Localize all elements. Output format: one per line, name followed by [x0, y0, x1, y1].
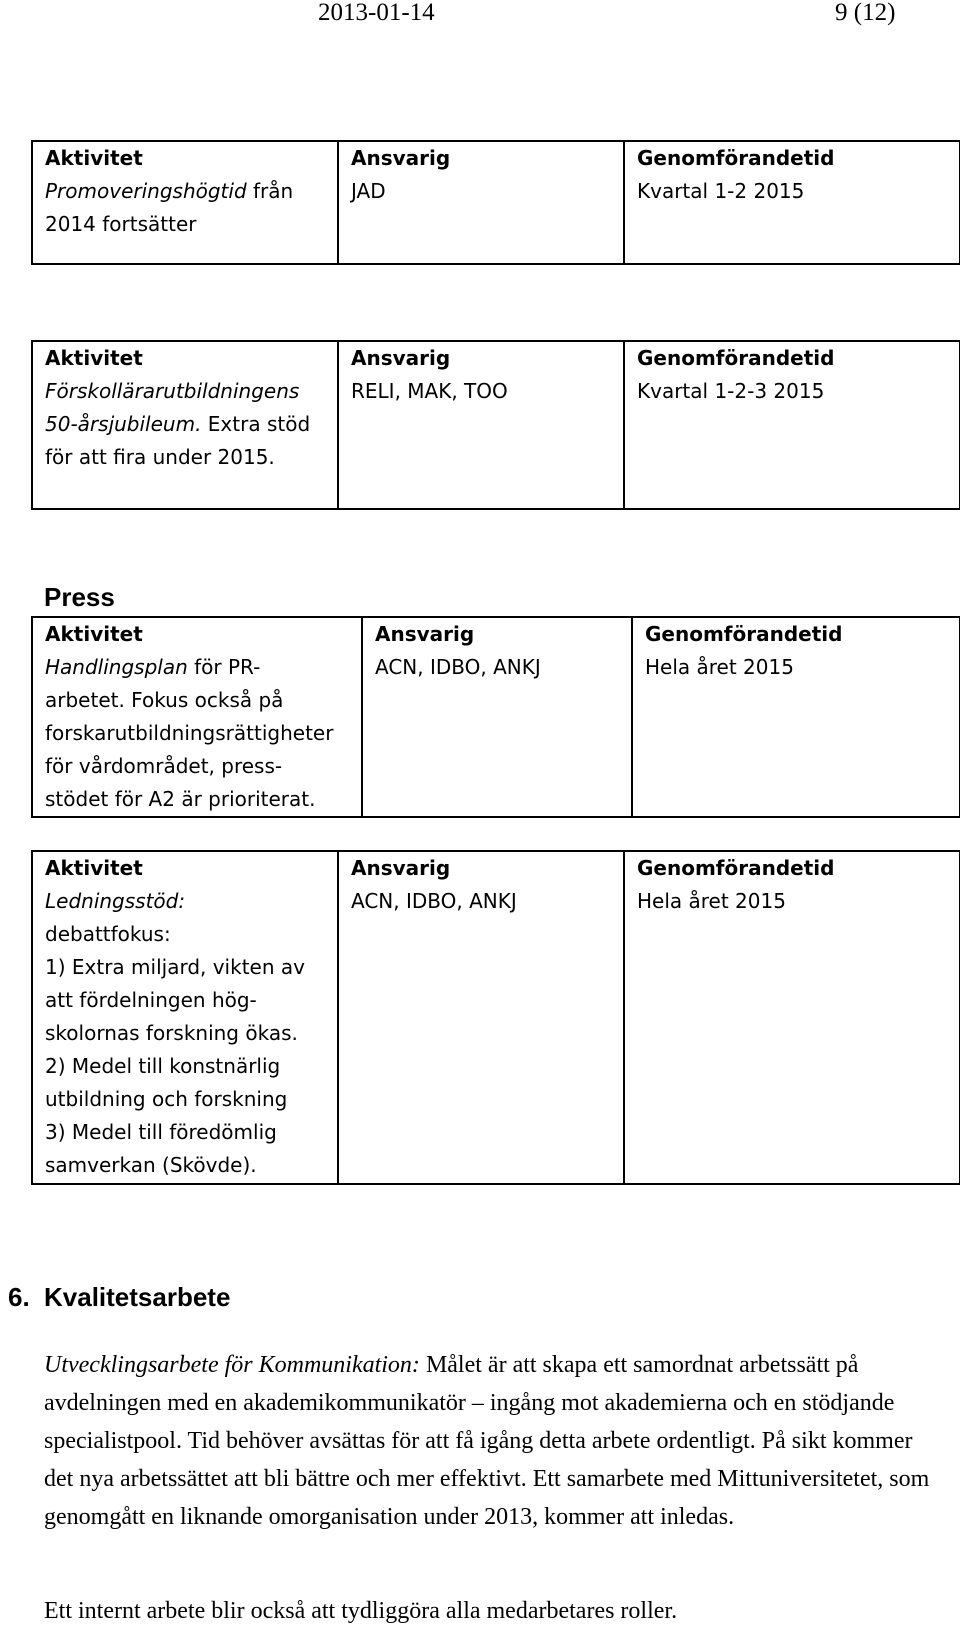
activity-title: Handlingsplan	[45, 655, 188, 679]
responsible-cell: ACN, IDBO, ANKJ	[362, 651, 632, 817]
activity-table-leadership-support	[31, 850, 960, 1185]
section-number: 6.	[8, 1282, 30, 1312]
section-heading	[8, 1282, 230, 1312]
activity-cell	[32, 175, 338, 264]
time-cell: Hela året 2015	[632, 651, 960, 817]
paragraph-communication	[44, 1346, 934, 1536]
activity-description: debattfokus: 1) Extra miljard, vikten av att fördelningen hög- skolornas forskning ökas. 2) Medel till konstnärlig utbildning och forskning 3) Medel till föredömlig samverkan (Skövde).	[45, 922, 305, 1177]
activity-title: Promoveringshögtid	[45, 179, 247, 203]
responsible-cell: ACN, IDBO, ANKJ	[338, 885, 624, 1184]
paragraph-body: Målet är att skapa ett samordnat arbetssätt på avdelningen med en akademikommunikatör – ingång mot akademierna och en stödjande specialistpool. Tid behöver avsättas för att få igång detta arbete ordentligt. På sikt kommer det nya arbetssättet att bli bättre och mer effektivt. Ett samarbete med Mittuniversitetet, som genomgått en liknande omorganisation under 2013, kommer att inledas.	[44, 1352, 930, 1530]
header-page-number: 9 (12)	[835, 0, 896, 26]
activity-table-promotion	[31, 140, 960, 265]
table-row	[32, 175, 960, 264]
column-header-activity: Aktivitet	[32, 341, 338, 375]
press-heading: Press	[44, 582, 115, 612]
table-header-row	[32, 617, 960, 651]
column-header-time: Genomförandetid	[632, 617, 960, 651]
responsible-cell: JAD	[338, 175, 624, 264]
table-row	[32, 885, 960, 1184]
column-header-time: Genomförandetid	[624, 851, 960, 885]
activity-cell	[32, 651, 362, 817]
column-header-responsible: Ansvarig	[362, 617, 632, 651]
column-header-time: Genomförandetid	[624, 341, 960, 375]
activity-title: Ledningsstöd:	[45, 889, 186, 913]
activity-table-jubilee	[31, 340, 960, 510]
section-title: Kvalitetsarbete	[44, 1282, 231, 1312]
activity-table-pr-plan	[31, 616, 960, 818]
paragraph-lead: Utvecklingsarbete för Kommunikation:	[44, 1352, 420, 1378]
activity-description: för PR- arbetet. Fokus också på forskarutbildningsrättigheter för vårdområdet, press- stödet för A2 är prioriterat.	[45, 655, 334, 811]
column-header-activity: Aktivitet	[32, 851, 338, 885]
table-row	[32, 651, 960, 817]
time-cell: Kvartal 1-2-3 2015	[624, 375, 960, 509]
column-header-responsible: Ansvarig	[338, 341, 624, 375]
activity-description: Extra stöd för att fira under 2015.	[45, 412, 311, 469]
table-header-row	[32, 141, 960, 175]
table-header-row	[32, 851, 960, 885]
table-row	[32, 375, 960, 509]
column-header-responsible: Ansvarig	[338, 851, 624, 885]
responsible-cell: RELI, MAK, TOO	[338, 375, 624, 509]
time-cell: Hela året 2015	[624, 885, 960, 1184]
column-header-time: Genomförandetid	[624, 141, 960, 175]
time-cell: Kvartal 1-2 2015	[624, 175, 960, 264]
column-header-activity: Aktivitet	[32, 141, 338, 175]
paragraph-roles: Ett internt arbete blir också att tydliggöra alla medarbetares roller.	[44, 1598, 678, 1624]
activity-description: från 2014 fortsätter	[45, 179, 294, 236]
activity-title: Förskollärarutbildningens 50-årsjubileum.	[45, 379, 300, 436]
activity-cell	[32, 375, 338, 509]
activity-cell	[32, 885, 338, 1184]
header-date: 2013-01-14	[318, 0, 435, 26]
table-header-row	[32, 341, 960, 375]
column-header-activity: Aktivitet	[32, 617, 362, 651]
column-header-responsible: Ansvarig	[338, 141, 624, 175]
